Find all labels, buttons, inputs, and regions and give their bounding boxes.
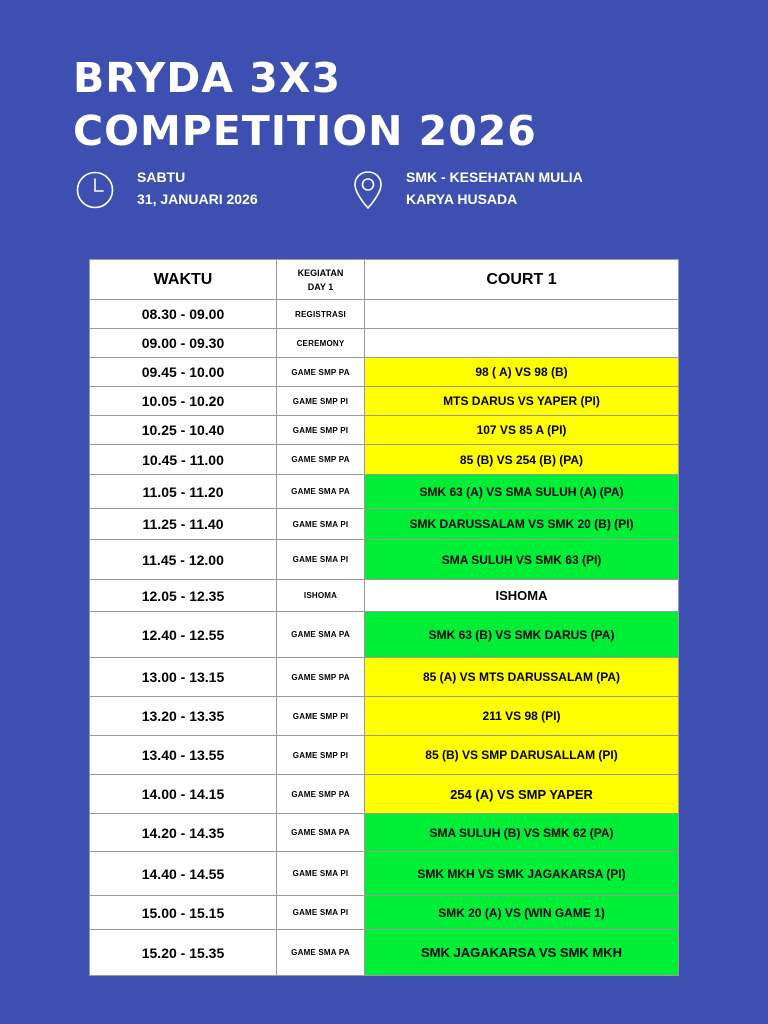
row-match: 85 (B) VS SMP DARUSALLAM (PI) xyxy=(365,736,679,775)
row-match: SMK JAGAKARSA VS SMK MKH xyxy=(365,930,679,976)
row-time: 13.00 - 13.15 xyxy=(90,658,277,697)
row-activity: GAME SMA PA xyxy=(277,814,365,852)
table-row xyxy=(90,329,679,358)
row-activity: GAME SMP PI xyxy=(277,416,365,445)
table-row xyxy=(90,416,679,445)
table-row xyxy=(90,445,679,475)
row-time: 11.45 - 12.00 xyxy=(90,540,277,580)
table-row xyxy=(90,896,679,930)
table-row xyxy=(90,300,679,329)
row-time: 08.30 - 09.00 xyxy=(90,300,277,329)
row-activity: GAME SMP PI xyxy=(277,387,365,416)
row-time: 14.00 - 14.15 xyxy=(90,775,277,814)
row-activity: ISHOMA xyxy=(277,580,365,612)
row-activity: GAME SMP PA xyxy=(277,658,365,697)
row-match: 107 VS 85 A (PI) xyxy=(365,416,679,445)
title-line-2: COMPETITION 2026 xyxy=(73,107,537,155)
row-time: 14.40 - 14.55 xyxy=(90,852,277,896)
row-time: 15.00 - 15.15 xyxy=(90,896,277,930)
table-row xyxy=(90,612,679,658)
table-row xyxy=(90,736,679,775)
row-activity: GAME SMA PI xyxy=(277,896,365,930)
row-match: 211 VS 98 (PI) xyxy=(365,697,679,736)
row-match: 85 (B) VS 254 (B) (PA) xyxy=(365,445,679,475)
row-time: 09.45 - 10.00 xyxy=(90,358,277,387)
row-time: 13.40 - 13.55 xyxy=(90,736,277,775)
row-activity: GAME SMA PI xyxy=(277,852,365,896)
row-match: 85 (A) VS MTS DARUSSALAM (PA) xyxy=(365,658,679,697)
row-activity: GAME SMP PI xyxy=(277,697,365,736)
row-time: 15.20 - 15.35 xyxy=(90,930,277,976)
row-activity: GAME SMP PA xyxy=(277,775,365,814)
row-time: 10.25 - 10.40 xyxy=(90,416,277,445)
row-time: 13.20 - 13.35 xyxy=(90,697,277,736)
header-time: WAKTU xyxy=(90,260,277,300)
table-row xyxy=(90,475,679,509)
table-row xyxy=(90,697,679,736)
poster-title xyxy=(73,52,537,158)
row-activity: GAME SMP PA xyxy=(277,445,365,475)
header-activity-line-2: DAY 1 xyxy=(307,281,334,292)
row-time: 11.25 - 11.40 xyxy=(90,509,277,540)
row-match: SMK DARUSSALAM VS SMK 20 (B) (PI) xyxy=(365,509,679,540)
row-time: 10.45 - 11.00 xyxy=(90,445,277,475)
row-time: 12.05 - 12.35 xyxy=(90,580,277,612)
table-row xyxy=(90,775,679,814)
row-match: 254 (A) VS SMP YAPER xyxy=(365,775,679,814)
table-row xyxy=(90,658,679,697)
row-time: 10.05 - 10.20 xyxy=(90,387,277,416)
schedule-table xyxy=(89,259,679,976)
row-activity: GAME SMA PI xyxy=(277,509,365,540)
row-time: 12.40 - 12.55 xyxy=(90,612,277,658)
row-match: SMK 63 (A) VS SMA SULUH (A) (PA) xyxy=(365,475,679,509)
header-activity xyxy=(277,260,365,300)
row-match: SMK 63 (B) VS SMK DARUS (PA) xyxy=(365,612,679,658)
row-match: SMK 20 (A) VS (WIN GAME 1) xyxy=(365,896,679,930)
clock-icon xyxy=(75,170,115,214)
table-row xyxy=(90,580,679,612)
row-activity: GAME SMP PA xyxy=(277,358,365,387)
table-row xyxy=(90,814,679,852)
location-pin-icon xyxy=(352,170,384,214)
table-row xyxy=(90,930,679,976)
header-activity-line-1: KEGIATAN xyxy=(297,267,344,278)
location-line-2: KARYA HUSADA xyxy=(406,191,518,207)
row-activity: GAME SMA PA xyxy=(277,475,365,509)
row-activity: GAME SMA PI xyxy=(277,540,365,580)
table-header-row xyxy=(90,260,679,300)
event-day: SABTU xyxy=(137,169,186,185)
table-row xyxy=(90,509,679,540)
row-match: 98 ( A) VS 98 (B) xyxy=(365,358,679,387)
location-line-1: SMK - KESEHATAN MULIA xyxy=(406,169,583,185)
row-match: SMK MKH VS SMK JAGAKARSA (PI) xyxy=(365,852,679,896)
row-match: ISHOMA xyxy=(365,580,679,612)
row-match xyxy=(365,300,679,329)
table-row xyxy=(90,387,679,416)
row-match: MTS DARUS VS YAPER (PI) xyxy=(365,387,679,416)
row-match: SMA SULUH VS SMK 63 (PI) xyxy=(365,540,679,580)
row-time: 09.00 - 09.30 xyxy=(90,329,277,358)
row-time: 14.20 - 14.35 xyxy=(90,814,277,852)
table-row xyxy=(90,852,679,896)
table-row xyxy=(90,358,679,387)
row-activity: GAME SMP PI xyxy=(277,736,365,775)
row-activity: GAME SMA PA xyxy=(277,612,365,658)
row-time: 11.05 - 11.20 xyxy=(90,475,277,509)
row-match xyxy=(365,329,679,358)
header-court: COURT 1 xyxy=(365,260,679,300)
row-activity: GAME SMA PA xyxy=(277,930,365,976)
row-match: SMA SULUH (B) VS SMK 62 (PA) xyxy=(365,814,679,852)
row-activity: REGISTRASI xyxy=(277,300,365,329)
event-date-text: 31, JANUARI 2026 xyxy=(137,191,258,207)
title-line-1: BRYDA 3X3 xyxy=(73,54,341,102)
row-activity: CEREMONY xyxy=(277,329,365,358)
table-row xyxy=(90,540,679,580)
